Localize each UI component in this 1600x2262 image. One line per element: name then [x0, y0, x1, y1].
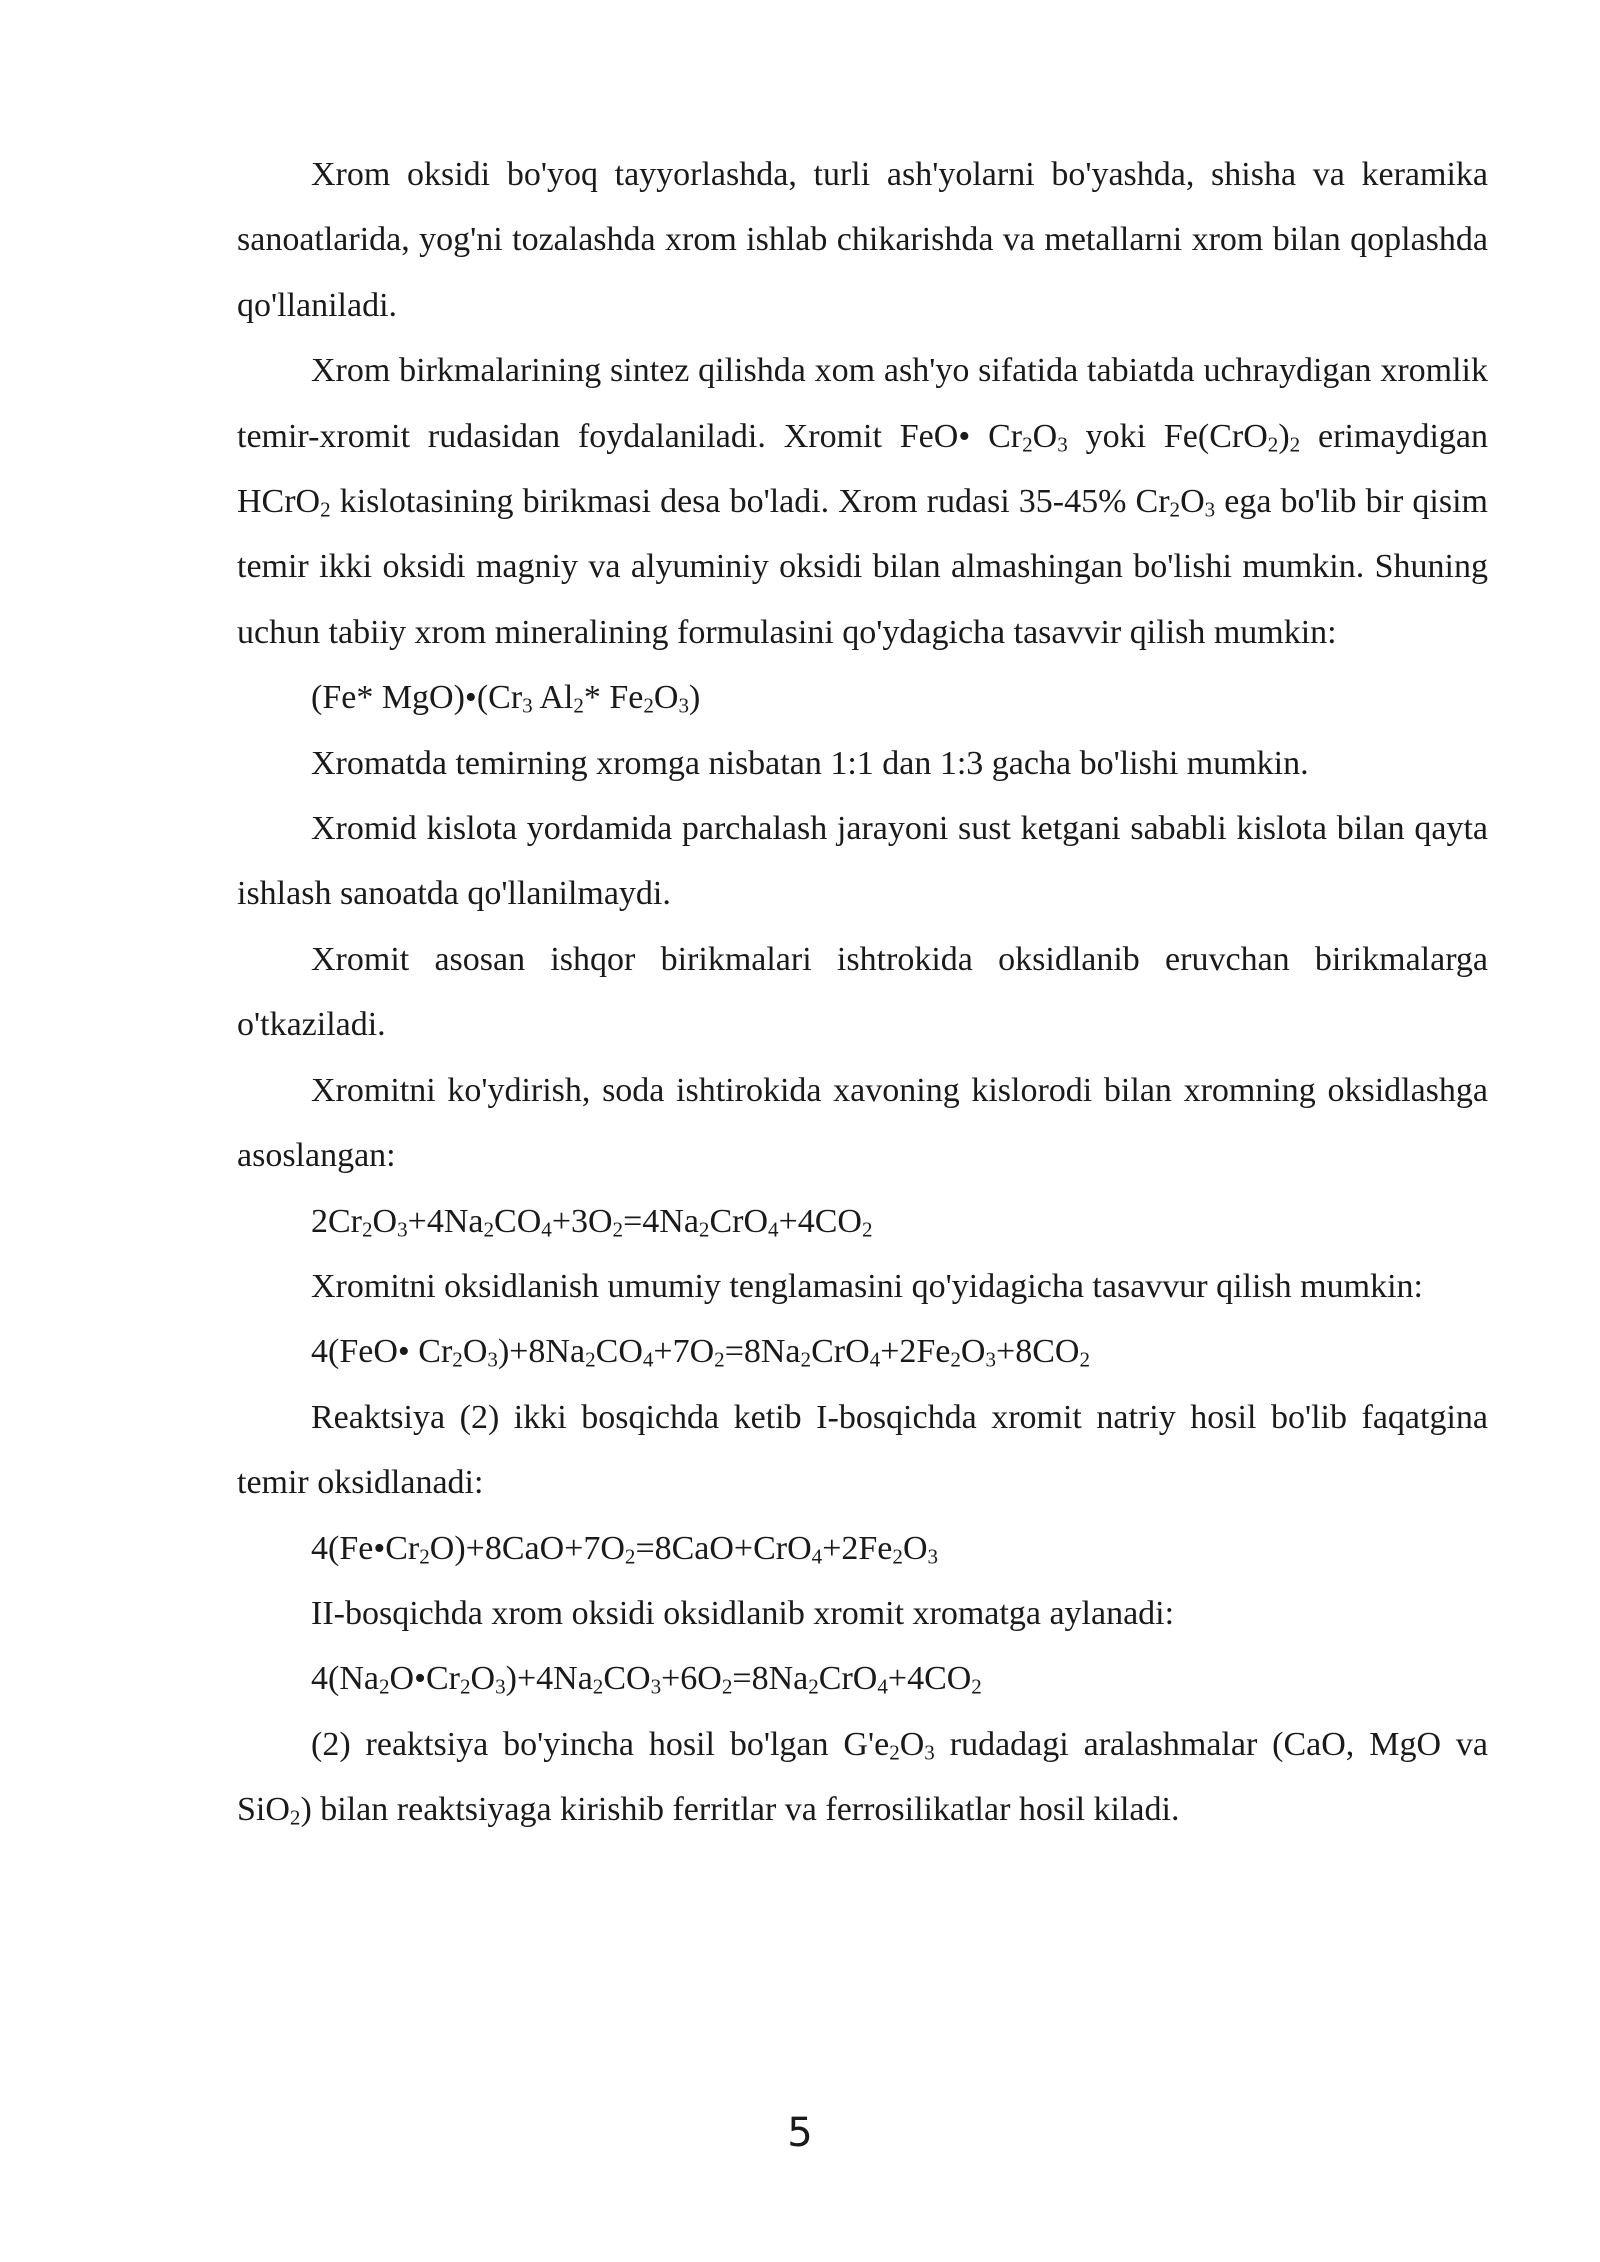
text-run: +2Fe	[880, 1333, 951, 1371]
subscript: 2	[378, 1674, 390, 1699]
text-run: O	[372, 1202, 398, 1240]
subscript: 2	[452, 1347, 463, 1372]
text-run: (Fe* MgO)•(Cr	[311, 679, 523, 717]
subscript: 2	[459, 1674, 471, 1699]
subscript: 2	[573, 693, 584, 718]
subscript: 4	[541, 1217, 552, 1242]
subscript: 2	[624, 1544, 636, 1569]
subscript: 2	[643, 693, 654, 718]
text-run: Al	[532, 679, 574, 717]
subscript: 3	[397, 1217, 408, 1242]
subscript: 3	[522, 693, 533, 718]
subscript: 3	[487, 1347, 498, 1372]
paragraph	[237, 1712, 1488, 1843]
subscript: 2	[698, 1217, 710, 1242]
subscript: 3	[927, 1544, 939, 1569]
text-run: =8Na	[724, 1333, 801, 1371]
text-run: CrO	[709, 1202, 769, 1240]
text-run: CrO	[818, 1660, 878, 1698]
subscript: 2	[320, 497, 331, 522]
text-run: )	[1278, 417, 1290, 455]
document-body	[237, 142, 1488, 1843]
subscript: 3	[924, 1740, 935, 1765]
text-run: )+4Na	[505, 1660, 593, 1698]
text-run: O	[902, 1529, 928, 1567]
subscript: 3	[1057, 432, 1068, 457]
paragraph	[237, 1254, 1488, 1319]
subscript: 3	[650, 1674, 662, 1699]
subscript: 2	[889, 1740, 900, 1765]
paragraph	[237, 142, 1488, 338]
text-run: O	[653, 679, 679, 717]
text-run: rudadagi aralashmalar (CaO, MgO va SiO	[237, 1725, 1488, 1829]
subscript: 2	[585, 1347, 596, 1372]
text-run: Xromid kislota yordamida parchalash jarayoni sust ketgani sababli kislota bilan qayta ishlash sanoatda qo'llanilmaydi.	[237, 810, 1488, 913]
subscript: 3	[985, 1347, 997, 1372]
chemical-equation	[237, 1319, 1488, 1384]
text-run: Reaktsiya (2) ikki bosqichda ketib I-bosqichda xromit natriy hosil bo'lib faqatgina temir oksidlanadi:	[237, 1398, 1488, 1502]
chemical-equation	[237, 1516, 1488, 1581]
subscript: 2	[1267, 432, 1279, 457]
text-run: Xrom birkmalarining sintez qilishda xom ash'yo sifatida tabiatda uchraydigan xromlik temir-xromit rudasidan foydalaniladi. Xromit FeO• Cr	[237, 352, 1488, 455]
subscript: 2	[971, 1674, 982, 1699]
text-run: O	[470, 1660, 496, 1698]
text-run: yoki Fe(CrO	[1067, 417, 1268, 455]
text-run: O	[899, 1725, 925, 1763]
text-run: +8CO	[996, 1333, 1080, 1371]
text-run: =4Na	[623, 1202, 699, 1240]
subscript: 2	[892, 1544, 903, 1569]
text-run: +4CO	[887, 1660, 972, 1698]
text-run: (2) reaktsiya bo'yincha hosil bo'lgan G'e	[311, 1725, 890, 1763]
subscript: 2	[950, 1347, 961, 1372]
subscript: 2	[714, 1347, 725, 1372]
text-run: Xromit asosan ishqor birikmalari ishtrokida oksidlanib eruvchan birikmalarga o'tkaziladi.	[237, 940, 1488, 1044]
text-run: +3O	[551, 1202, 613, 1240]
subscript: 2	[289, 1805, 301, 1830]
text-run: O	[1180, 483, 1205, 521]
text-run: +4Na	[407, 1202, 484, 1240]
text-run: +7O	[653, 1333, 715, 1371]
subscript: 2	[612, 1217, 624, 1242]
subscript: 2	[483, 1217, 495, 1242]
subscript: 4	[768, 1217, 779, 1242]
subscript: 4	[877, 1674, 888, 1699]
paragraph	[237, 1581, 1488, 1646]
text-run: =8Na	[732, 1660, 809, 1698]
text-run: Xromatda temirning xromga nisbatan 1:1 dan 1:3 gacha bo'lishi mumkin.	[311, 744, 1309, 782]
subscript: 4	[642, 1347, 654, 1372]
subscript: 3	[1204, 497, 1216, 522]
text-run: O	[1032, 417, 1058, 455]
text-run: O	[960, 1333, 986, 1371]
subscript: 4	[811, 1544, 823, 1569]
subscript: 3	[678, 693, 690, 718]
paragraph	[237, 1058, 1488, 1189]
text-run: Xromitni oksidlanish umumiy tenglamasini qo'yidagicha tasavvur qilish mumkin:	[311, 1267, 1423, 1305]
subscript: 2	[808, 1674, 819, 1699]
text-run: CO	[603, 1660, 651, 1698]
text-run: 4(Fe•Cr	[311, 1529, 420, 1567]
paragraph	[237, 731, 1488, 796]
subscript: 4	[869, 1347, 881, 1372]
subscript: 3	[495, 1674, 506, 1699]
text-run: O	[462, 1333, 488, 1371]
text-run: ega bo'lib bir qisim temir ikki oksidi magniy va alyuminiy oksidi bilan almashingan bo'lishi mumkin. Shuning uchun tabiiy xrom mineralining formulasini qo'ydagicha tasavvir qilish mumkin:	[237, 483, 1488, 651]
text-run: CrO	[811, 1333, 870, 1371]
text-run: )	[689, 679, 701, 717]
text-run: 2Cr	[311, 1202, 362, 1240]
subscript: 2	[1289, 432, 1301, 457]
chemical-equation	[237, 665, 1488, 730]
subscript: 2	[419, 1544, 430, 1569]
text-run: erimaydigan HCrO	[237, 417, 1488, 521]
text-run: kislotasining birikmasi desa bo'ladi. Xrom rudasi 35-45% Cr	[330, 483, 1170, 521]
chemical-equation	[237, 1189, 1488, 1254]
text-run: +2Fe	[822, 1529, 893, 1567]
text-run: 4(FeO• Cr	[311, 1333, 453, 1371]
text-run: CO	[494, 1202, 542, 1240]
page-number: 5	[787, 2110, 813, 2156]
subscript: 2	[362, 1217, 373, 1242]
text-run: ) bilan reaktsiyaga kirishib ferritlar va ferrosilikatlar hosil kiladi.	[300, 1791, 1180, 1829]
paragraph	[237, 1385, 1488, 1516]
paragraph	[237, 796, 1488, 927]
text-run: 4(Na	[311, 1660, 379, 1698]
subscript: 2	[1079, 1347, 1090, 1372]
text-run: =8CaO+CrO	[635, 1529, 812, 1567]
paragraph	[237, 338, 1488, 665]
subscript: 2	[721, 1674, 733, 1699]
chemical-equation	[237, 1646, 1488, 1711]
subscript: 2	[592, 1674, 604, 1699]
text-run: O)+8CaO+7O	[429, 1529, 625, 1567]
text-run: II-bosqichda xrom oksidi oksidlanib xromit xromatga aylanadi:	[311, 1594, 1175, 1632]
subscript: 2	[1169, 497, 1181, 522]
subscript: 2	[1022, 432, 1033, 457]
subscript: 2	[861, 1217, 873, 1242]
subscript: 2	[800, 1347, 812, 1372]
text-run: Xromitni ko'ydirish, soda ishtirokida xavoning kislorodi bilan xromning oksidlashga asoslangan:	[237, 1071, 1488, 1175]
text-run: +4CO	[778, 1202, 862, 1240]
text-run: Xrom oksidi bo'yoq tayyorlashda, turli ash'yolarni bo'yashda, shisha va keramika sanoatlarida, yog'ni tozalashda xrom ishlab chikarishda va metallarni xrom bilan qoplashda qo'llaniladi.	[237, 156, 1488, 324]
text-run: * Fe	[583, 679, 644, 717]
text-run: O•Cr	[389, 1660, 460, 1698]
text-run: )+8Na	[497, 1333, 586, 1371]
text-run: CO	[595, 1333, 643, 1371]
text-run: +6O	[661, 1660, 722, 1698]
paragraph	[237, 927, 1488, 1058]
